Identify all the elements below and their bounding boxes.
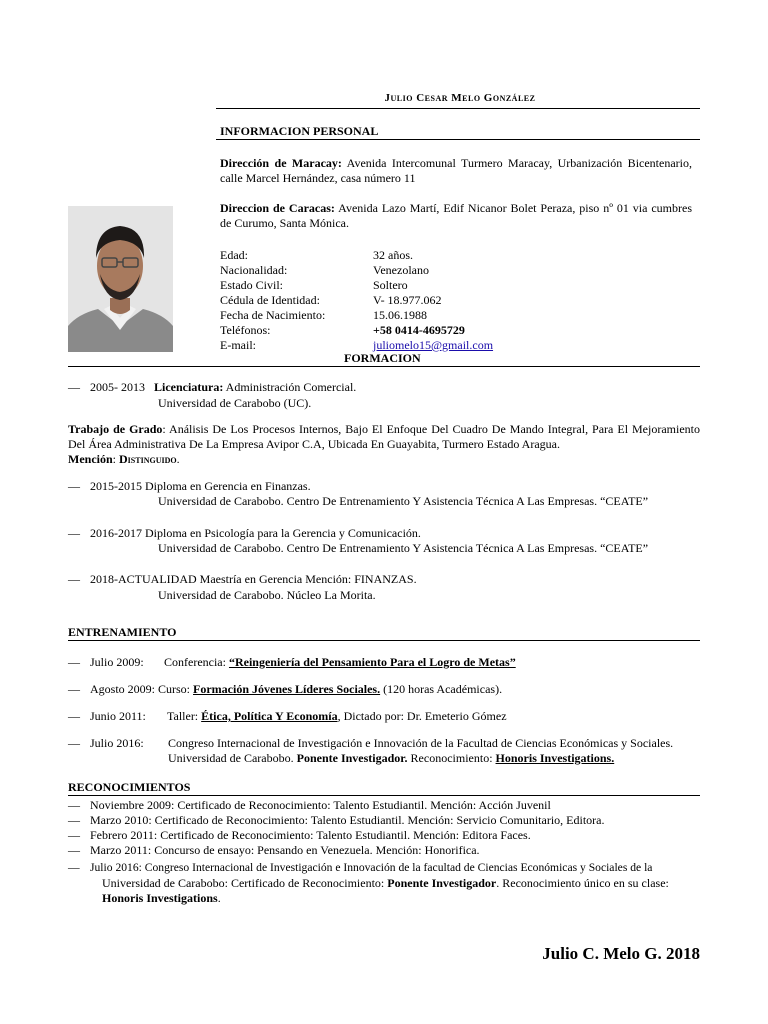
- mencion-dot: .: [176, 452, 180, 466]
- formacion-item1-label: Licenciatura:: [154, 380, 224, 394]
- bullet-dash: —: [68, 709, 80, 723]
- field-value-estado-civil: Soltero: [373, 278, 408, 292]
- address-caracas-value: Avenida Lazo Martí, Edif Nicanor Bolet Peraza, piso nº 01 via cumbres de Curumo, Santa Mónica.: [220, 201, 692, 230]
- trabajo-label: Trabajo de Grado: [68, 422, 163, 436]
- signature: Julio C. Melo G. 2018: [542, 944, 700, 963]
- reconocimiento-item-2: [68, 813, 605, 828]
- mencion-colon: :: [112, 452, 120, 466]
- entrenamiento-rule: [68, 640, 700, 641]
- entrenamiento-item1-date: Julio 2009:: [90, 655, 144, 669]
- entrenamiento-item-2: [68, 682, 502, 697]
- field-value-telefonos: +58 0414-4695729: [373, 323, 465, 337]
- formacion-item3-line1: 2016-2017 Diploma en Psicología para la Gerencia y Comunicación.: [90, 526, 421, 540]
- formacion-rule: [68, 366, 700, 367]
- section-title-formacion: FORMACION: [344, 351, 421, 365]
- address-maracay-value: Avenida Intercomunal Turmero Maracay, Urbanización Bicentenario, calle Marcel Hernández, casa número 11: [220, 156, 692, 185]
- formacion-item2-line2: Universidad de Carabobo. Centro De Entrenamiento Y Asistencia Técnica A Las Empresas. “CEATE”: [158, 494, 649, 508]
- entrenamiento-item1-title: “Reingeniería del Pensamiento Para el Logro de Metas”: [228, 655, 516, 669]
- formacion-item-licenciatura: [68, 380, 356, 395]
- bullet-dash: —: [68, 861, 80, 874]
- entrenamiento-item4-bold1: Ponente Investigador.: [296, 751, 408, 765]
- entrenamiento-item4-date: Julio 2016:: [90, 736, 144, 750]
- field-value-cedula: V- 18.977.062: [373, 293, 442, 307]
- section-title-personal: INFORMACION PERSONAL: [220, 124, 379, 138]
- mencion-label: Mención: [68, 452, 113, 466]
- profile-photo: [68, 206, 173, 352]
- trabajo-value: : Análisis De Los Procesos Internos, Bajo El Enfoque Del Cuadro De Mando Integral, Para El Mejoramiento Del Área Administrativa De La Empresa Avipor C.A, Ubicada En Guayabita, Turmero Estado Aragua.: [68, 422, 700, 451]
- entrenamiento-item3-date: Junio 2011:: [90, 709, 146, 723]
- personal-rule: [216, 139, 700, 140]
- field-label-email: E-mail:: [220, 338, 256, 352]
- reconocimiento-item-3: [68, 828, 531, 843]
- cv-name-header: Julio Cesar Melo González: [384, 92, 536, 104]
- section-title-entrenamiento: ENTRENAMIENTO: [68, 625, 177, 639]
- field-label-fecha-nacimiento: Fecha de Nacimiento:: [220, 308, 326, 322]
- reconocimiento-item5-end: .: [217, 891, 221, 905]
- entrenamiento-item2-title: Formación Jóvenes Líderes Sociales.: [193, 682, 381, 696]
- personal-fields: [220, 248, 700, 353]
- reconocimiento-item5-pre: Universidad de Carabobo: Certificado de Reconocimiento:: [102, 876, 388, 890]
- bullet-dash: —: [68, 813, 80, 827]
- field-label-cedula: Cédula de Identidad:: [220, 293, 320, 307]
- header-rule: [216, 108, 700, 109]
- entrenamiento-item4-mid: Reconocimiento:: [407, 751, 496, 765]
- reconocimiento-item5-line1: Julio 2016: Congreso Internacional de Investigación e Innovación de la facultad de Ciencias Económicas y Sociales de la: [90, 861, 653, 874]
- formacion-item1-value: Administración Comercial.: [223, 380, 357, 394]
- formacion-item3-line2: Universidad de Carabobo. Centro De Entrenamiento Y Asistencia Técnica A Las Empresas. “CEATE”: [158, 541, 649, 555]
- entrenamiento-item3-post: , Dictado por: Dr. Emeterio Gómez: [337, 709, 507, 723]
- formacion-item-psicologia: [68, 526, 421, 541]
- entrenamiento-item-1: [68, 655, 516, 670]
- mencion: [68, 452, 180, 467]
- address-caracas: [220, 201, 692, 231]
- reconocimientos-rule: [68, 795, 700, 796]
- reconocimiento-item5-bold2: Honoris Investigations: [102, 891, 218, 905]
- field-value-edad: 32 años.: [373, 248, 413, 262]
- entrenamiento-item-4: [68, 736, 673, 751]
- formacion-item4-line2: Universidad de Carabobo. Núcleo La Morita.: [158, 588, 376, 602]
- formacion-item-finanzas: [68, 479, 311, 494]
- person-photo-icon: [68, 206, 173, 352]
- reconocimiento-item3-text: Febrero 2011: Certificado de Reconocimiento: Talento Estudiantil. Mención: Editora Faces.: [90, 828, 531, 842]
- field-label-edad: Edad:: [220, 248, 248, 262]
- reconocimiento-item4-text: Marzo 2011: Concurso de ensayo: Pensando en Venezuela. Mención: Honorifica.: [90, 843, 480, 857]
- formacion-item-maestria: [68, 572, 417, 587]
- reconocimiento-item-1: [68, 798, 551, 813]
- entrenamiento-item4-line2: [168, 751, 614, 766]
- reconocimiento-item5-bold1: Ponente Investigador: [387, 876, 497, 890]
- entrenamiento-item2-pre: Agosto 2009: Curso:: [90, 682, 194, 696]
- formacion-item1-dates: 2005- 2013: [90, 380, 145, 394]
- section-title-reconocimientos: RECONOCIMIENTOS: [68, 780, 191, 794]
- field-label-estado-civil: Estado Civil:: [220, 278, 283, 292]
- mencion-value: Distinguido: [119, 452, 177, 466]
- bullet-dash: —: [68, 736, 80, 750]
- trabajo-de-grado: [68, 422, 700, 452]
- entrenamiento-item4-pre: Universidad de Carabobo.: [168, 751, 297, 765]
- reconocimiento-item5-mid: . Reconocimiento único en su clase:: [496, 876, 669, 890]
- reconocimiento-item5-line2: [102, 876, 669, 891]
- field-value-fecha-nacimiento: 15.06.1988: [373, 308, 427, 322]
- reconocimiento-item1-text: Noviembre 2009: Certificado de Reconocimiento: Talento Estudiantil. Mención: Acción Juvenil: [90, 798, 551, 812]
- entrenamiento-item3-title: Ética, Política Y Economía: [201, 709, 338, 723]
- reconocimiento-item5-line3: [102, 891, 221, 906]
- bullet-dash: —: [68, 828, 80, 842]
- field-value-nacionalidad: Venezolano: [373, 263, 429, 277]
- reconocimiento-item2-text: Marzo 2010: Certificado de Reconocimiento: Talento Estudiantil. Mención: Servicio Comunitario, Editora.: [90, 813, 605, 827]
- bullet-dash: —: [68, 798, 80, 812]
- entrenamiento-item4-line1: Congreso Internacional de Investigación e Innovación de la Facultad de Ciencias Económicas y Sociales.: [168, 736, 674, 750]
- formacion-item2-line1: 2015-2015 Diploma en Gerencia en Finanzas.: [90, 479, 311, 493]
- address-caracas-label: Direccion de Caracas:: [220, 201, 335, 215]
- address-maracay-label: Dirección de Maracay:: [220, 156, 342, 170]
- bullet-dash: —: [68, 526, 80, 540]
- field-label-telefonos: Teléfonos:: [220, 323, 271, 337]
- reconocimiento-item-5: [68, 860, 652, 875]
- formacion-item1-institution: Universidad de Carabobo (UC).: [158, 396, 312, 410]
- entrenamiento-item1-pre: Conferencia:: [164, 655, 229, 669]
- field-label-nacionalidad: Nacionalidad:: [220, 263, 288, 277]
- bullet-dash: —: [68, 479, 80, 493]
- bullet-dash: —: [68, 572, 80, 586]
- bullet-dash: —: [68, 380, 80, 394]
- entrenamiento-item4-bold2: Honoris Investigations.: [495, 751, 615, 765]
- entrenamiento-item-3: [68, 709, 507, 724]
- bullet-dash: —: [68, 843, 80, 857]
- reconocimiento-item-4: [68, 843, 480, 858]
- address-maracay: [220, 156, 692, 186]
- entrenamiento-item2-post: (120 horas Académicas).: [380, 682, 503, 696]
- email-link[interactable]: juliomelo15@gmail.com: [373, 338, 494, 352]
- bullet-dash: —: [68, 682, 80, 696]
- bullet-dash: —: [68, 655, 80, 669]
- entrenamiento-item3-pre: Taller:: [167, 709, 202, 723]
- formacion-item4-line1: 2018-ACTUALIDAD Maestría en Gerencia Mención: FINANZAS.: [90, 572, 417, 586]
